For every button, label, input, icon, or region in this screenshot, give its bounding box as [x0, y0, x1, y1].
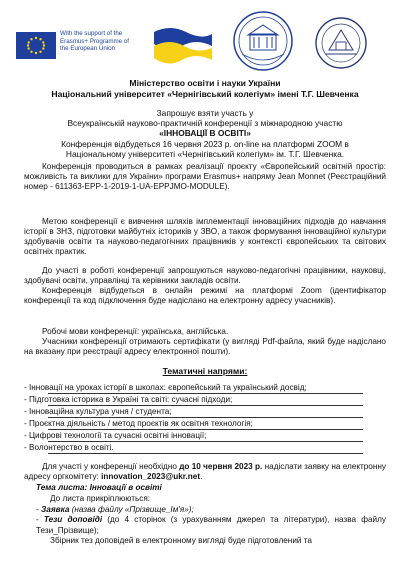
email-subject: Тема листа: Інновації в освіті — [36, 483, 162, 492]
paragraph-format: Конференція відбудеться в онлайн режимі на платформі Zoom (ідентифікатор конференції та код підключення буде надіслано на електронну адресу учасників). — [24, 286, 386, 306]
university-name: Національний університет «Чернігівський колегіум» імені Т.Г. Шевченка — [51, 89, 359, 99]
university-seal-icon — [232, 10, 294, 72]
ukraine-flag-logo-icon — [150, 26, 214, 66]
organizer-email-link[interactable]: innovation_2023@ukr.net — [101, 472, 201, 482]
application-label: Заявка — [41, 504, 70, 514]
list-item: - Підготовка історика в Україні та світі: сучасні підходи; — [24, 395, 233, 405]
paragraph-languages: Робочі мови конференції: українська, англійська. — [42, 327, 229, 336]
divider — [48, 417, 363, 418]
invitation-line-5: Національному університеті «Чернігівський колегіум» ім. Т.Г. Шевченка. — [65, 148, 345, 159]
registration-text: . — [200, 472, 203, 482]
collection-note: Збірник тез доповідей в електронному вигляді буде підготовлений та — [50, 536, 312, 546]
invitation-line-4: Конференція відбудеться 16 червня 2023 р. on-line на платформі ZOOM в — [61, 138, 349, 149]
abstract-details: (до 4 сторінок (з урахуванням джерел та літератури), назва файлу Тези_Прізвище); — [36, 515, 386, 535]
logo-row — [10, 8, 400, 74]
conference-title: «ІННОВАЦІЇ В ОСВІТІ» — [159, 128, 251, 139]
eu-flag-icon — [16, 32, 56, 59]
invitation-block — [24, 108, 386, 159]
application-file-name: (назва файлу «Прізвище_Ім'я»); — [69, 504, 194, 514]
paragraph-certificates: Учасники конференції отримають сертифікати (у вигляді Pdf-файла, який буде надіслано на вказану при реєстрації адресу електронної пошти). — [24, 337, 386, 357]
registration-deadline: до 10 червня 2023 р. — [179, 462, 263, 471]
list-item: - Заявка (назва файлу «Прізвище_Ім'я»); — [36, 504, 194, 514]
invitation-line-2: Всеукраїнській науково-практичній конференції з міжнародною участю — [67, 118, 343, 129]
organizer-header — [24, 78, 386, 100]
divider — [48, 393, 363, 394]
paragraph-project: Конференція проводиться в рамках реалізації проєкту «Європейський освітній простір: можливість та виклики для України» програми Erasmus+ напряму Jean Monnet (Реєстраційний номер - 611363-EPP-1-2019-1-UA-EPPJMO-MODULE). — [24, 162, 386, 192]
topics-heading: Тематичні напрями: — [162, 366, 248, 376]
ministry-name: Міністерство освіти і науки України — [129, 78, 281, 88]
faculty-emblem-icon — [312, 16, 370, 70]
paragraph-goal: Метою конференції є вивчення шляхів імплементації інноваційних підходів до навчання історії в ЗНЗ, підготовки майбутніх істориків у ЗВО, а також формування інноваційної культури здобувачів освіти та науково-педагогічних працівників у контексті європейських та світових освітніх практик. — [24, 217, 386, 257]
registration-text: надіслати заявку на електронну адресу оргкомітету: — [24, 462, 386, 482]
abstract-label: Тези доповіді — [43, 515, 103, 525]
registration-paragraph — [24, 462, 386, 482]
list-item: - Інновації на уроках історії в школах: європейський та український досвід; — [24, 383, 307, 392]
attachments-intro: До листа прикріплюються: — [50, 494, 151, 503]
list-item: - Волонтерство в освіті. — [24, 443, 114, 453]
divider — [48, 453, 363, 454]
registration-text: Для участі у конференції необхідно — [42, 462, 180, 471]
paragraph-participants: До участі в роботі конференції запрошуються науково-педагогічні працівники, науковці, здобувачі освіти, управлінці та керівники закладів освіти. — [24, 266, 386, 286]
list-item: - Інноваційна культура учня / студента; — [24, 407, 172, 417]
divider — [48, 429, 363, 430]
list-item: - Проєктна діяльність / метод проєктів як освітня технологія; — [24, 419, 253, 429]
invitation-line-1: Запрошує взяти участь у — [156, 108, 254, 118]
attachments-list — [36, 494, 386, 547]
list-item: - Тези доповіді (до 4 сторінок (з урахуванням джерел та літератури), назва файлу Тези_Прізвище); — [36, 515, 386, 535]
eu-support-text: With the support of the Erasmus+ Programme of the European Union — [60, 30, 129, 53]
divider — [48, 405, 363, 406]
divider — [48, 441, 363, 442]
list-item: - Цифрові технології та сучасні освітні інновації; — [24, 431, 207, 441]
